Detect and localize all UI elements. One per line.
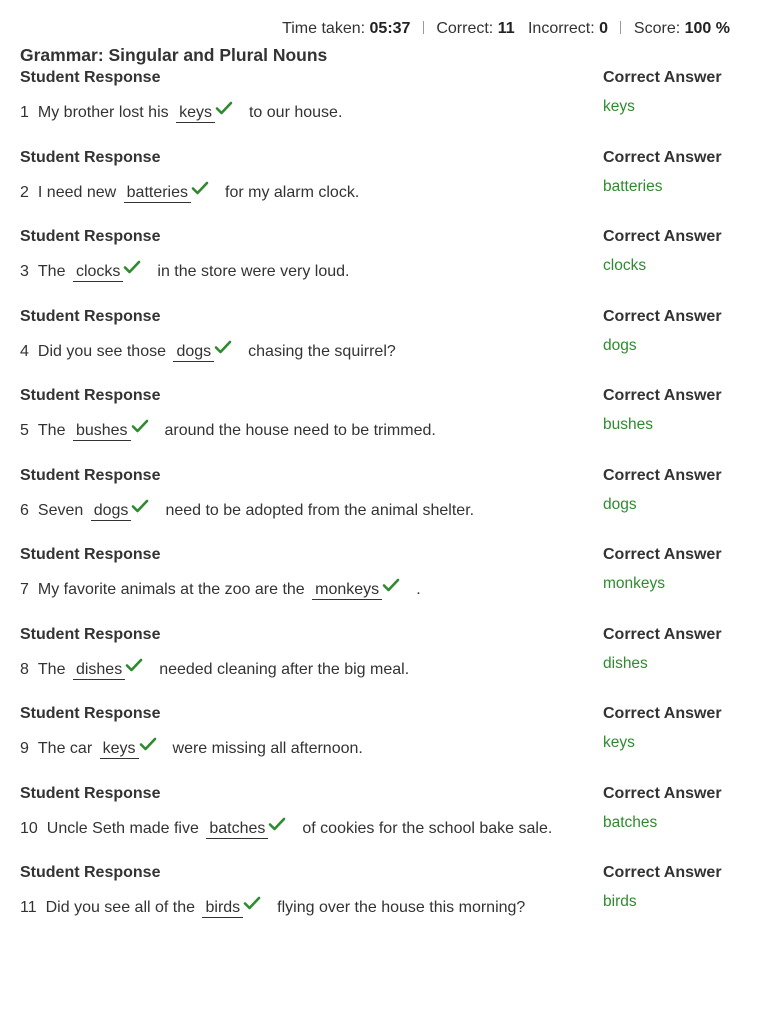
question-number: 10 xyxy=(20,819,38,837)
correct-answer: batteries xyxy=(603,177,663,195)
sentence-before: Uncle Seth made five xyxy=(46,819,199,837)
student-response-heading: Student Response xyxy=(20,546,161,563)
question-item xyxy=(20,625,748,705)
sentence-after: to our house. xyxy=(248,104,343,121)
question-sentence xyxy=(20,181,359,203)
incorrect-label: Incorrect: xyxy=(527,20,595,37)
question-sentence xyxy=(20,499,474,521)
question-sentence xyxy=(20,658,409,680)
sentence-after: of cookies for the school bake sale. xyxy=(302,819,553,837)
check-icon xyxy=(268,817,286,831)
question-number: 2 xyxy=(20,183,29,201)
correct-answer-heading: Correct Answer xyxy=(603,784,722,802)
stats-divider xyxy=(620,21,621,34)
sentence-before: The car xyxy=(37,740,93,757)
correct-answer: keys xyxy=(603,98,635,115)
check-icon xyxy=(123,260,141,274)
question-item xyxy=(20,307,748,387)
question-sentence xyxy=(20,340,396,362)
question-sentence xyxy=(20,896,525,918)
sentence-after: in the store were very loud. xyxy=(157,263,350,280)
correct-answer-heading: Correct Answer xyxy=(603,148,722,166)
sentence-before: I need new xyxy=(37,183,117,201)
sentence-before: The xyxy=(37,422,66,439)
question-number: 1 xyxy=(20,104,29,121)
score-summary xyxy=(282,20,730,38)
question-number: 8 xyxy=(20,660,29,678)
student-answer: birds xyxy=(202,899,243,918)
check-icon xyxy=(139,737,157,751)
sentence-after: chasing the squirrel? xyxy=(248,342,396,360)
question-number: 11 xyxy=(20,899,37,916)
question-number: 5 xyxy=(20,422,29,439)
sentence-after: needed cleaning after the big meal. xyxy=(159,660,410,678)
correct-answer-heading: Correct Answer xyxy=(603,625,722,643)
correct-answer: batches xyxy=(603,813,658,831)
student-answer: monkeys xyxy=(312,581,382,600)
question-item xyxy=(20,466,748,546)
score-value: 100 % xyxy=(684,20,730,37)
sentence-after: . xyxy=(416,581,421,598)
check-icon xyxy=(125,658,143,672)
question-item xyxy=(20,148,748,228)
correct-answer-heading: Correct Answer xyxy=(603,69,722,86)
sentence-before: Did you see all of the xyxy=(45,899,196,916)
correct-answer: monkeys xyxy=(603,575,666,592)
sentence-before: Seven xyxy=(37,501,84,519)
question-item xyxy=(20,704,748,784)
check-icon xyxy=(382,578,400,592)
question-item xyxy=(20,784,748,864)
student-response-heading: Student Response xyxy=(20,864,161,881)
sentence-after: need to be adopted from the animal shelter. xyxy=(165,501,475,519)
student-response-heading: Student Response xyxy=(20,466,161,484)
page-title: Grammar: Singular and Plural Nouns xyxy=(20,45,328,65)
correct-answer-heading: Correct Answer xyxy=(603,466,722,484)
student-answer: keys xyxy=(100,740,139,759)
student-response-heading: Student Response xyxy=(20,148,161,166)
student-answer: keys xyxy=(176,104,215,123)
correct-answer: birds xyxy=(603,893,637,910)
sentence-before: Did you see those xyxy=(37,342,166,360)
correct-answer: dogs xyxy=(603,495,637,513)
question-item xyxy=(20,68,748,148)
student-response-heading: Student Response xyxy=(20,307,161,325)
question-item xyxy=(20,545,748,625)
correct-answer-heading: Correct Answer xyxy=(603,228,722,245)
correct-label: Correct: xyxy=(436,20,494,37)
check-icon xyxy=(191,181,209,195)
check-icon xyxy=(215,101,233,115)
question-sentence xyxy=(20,817,552,839)
correct-answer: bushes xyxy=(603,416,653,433)
student-response-heading: Student Response xyxy=(20,625,161,643)
question-number: 6 xyxy=(20,501,29,519)
sentence-before: The xyxy=(37,660,66,678)
correct-answer-heading: Correct Answer xyxy=(603,864,722,881)
question-sentence xyxy=(20,101,342,123)
sentence-before: My brother lost his xyxy=(37,104,169,121)
question-number: 9 xyxy=(20,740,29,757)
correct-answer-heading: Correct Answer xyxy=(603,705,722,722)
correct-answer: keys xyxy=(603,734,635,751)
student-answer: dogs xyxy=(173,343,214,362)
question-sentence xyxy=(20,578,421,600)
sentence-after: flying over the house this morning? xyxy=(277,899,526,916)
student-answer: clocks xyxy=(73,263,123,282)
check-icon xyxy=(214,340,232,354)
time-label: Time taken: xyxy=(282,20,366,37)
student-answer: bushes xyxy=(73,422,131,441)
correct-answer-heading: Correct Answer xyxy=(603,546,722,563)
student-response-heading: Student Response xyxy=(20,784,161,802)
stats-divider xyxy=(423,21,424,34)
student-answer: batches xyxy=(206,820,268,839)
question-item xyxy=(20,863,748,943)
question-number: 7 xyxy=(20,581,29,598)
correct-value: 11 xyxy=(497,20,515,37)
incorrect-value: 0 xyxy=(599,20,609,37)
sentence-before: My favorite animals at the zoo are the xyxy=(37,581,305,598)
question-number: 4 xyxy=(20,342,29,360)
question-list xyxy=(20,68,748,943)
question-sentence xyxy=(20,419,436,441)
score-label: Score: xyxy=(633,20,681,37)
correct-answer: dogs xyxy=(603,336,637,354)
student-answer: dogs xyxy=(91,502,132,521)
student-response-heading: Student Response xyxy=(20,705,161,722)
sentence-after: around the house need to be trimmed. xyxy=(164,422,436,439)
student-answer: batteries xyxy=(124,184,191,203)
check-icon xyxy=(131,419,149,433)
correct-answer: clocks xyxy=(603,257,647,274)
question-sentence xyxy=(20,260,349,282)
sentence-before: The xyxy=(37,263,66,280)
correct-answer: dishes xyxy=(603,654,648,672)
student-response-heading: Student Response xyxy=(20,387,161,404)
sentence-after: for my alarm clock. xyxy=(225,183,360,201)
student-answer: dishes xyxy=(73,661,125,680)
sentence-after: were missing all afternoon. xyxy=(172,740,363,757)
student-response-heading: Student Response xyxy=(20,228,161,245)
check-icon xyxy=(243,896,261,910)
question-item xyxy=(20,227,748,307)
question-number: 3 xyxy=(20,263,29,280)
student-response-heading: Student Response xyxy=(20,69,161,86)
time-value: 05:37 xyxy=(369,20,411,37)
question-sentence xyxy=(20,737,363,759)
correct-answer-heading: Correct Answer xyxy=(603,387,722,404)
correct-answer-heading: Correct Answer xyxy=(603,307,722,325)
check-icon xyxy=(131,499,149,513)
question-item xyxy=(20,386,748,466)
